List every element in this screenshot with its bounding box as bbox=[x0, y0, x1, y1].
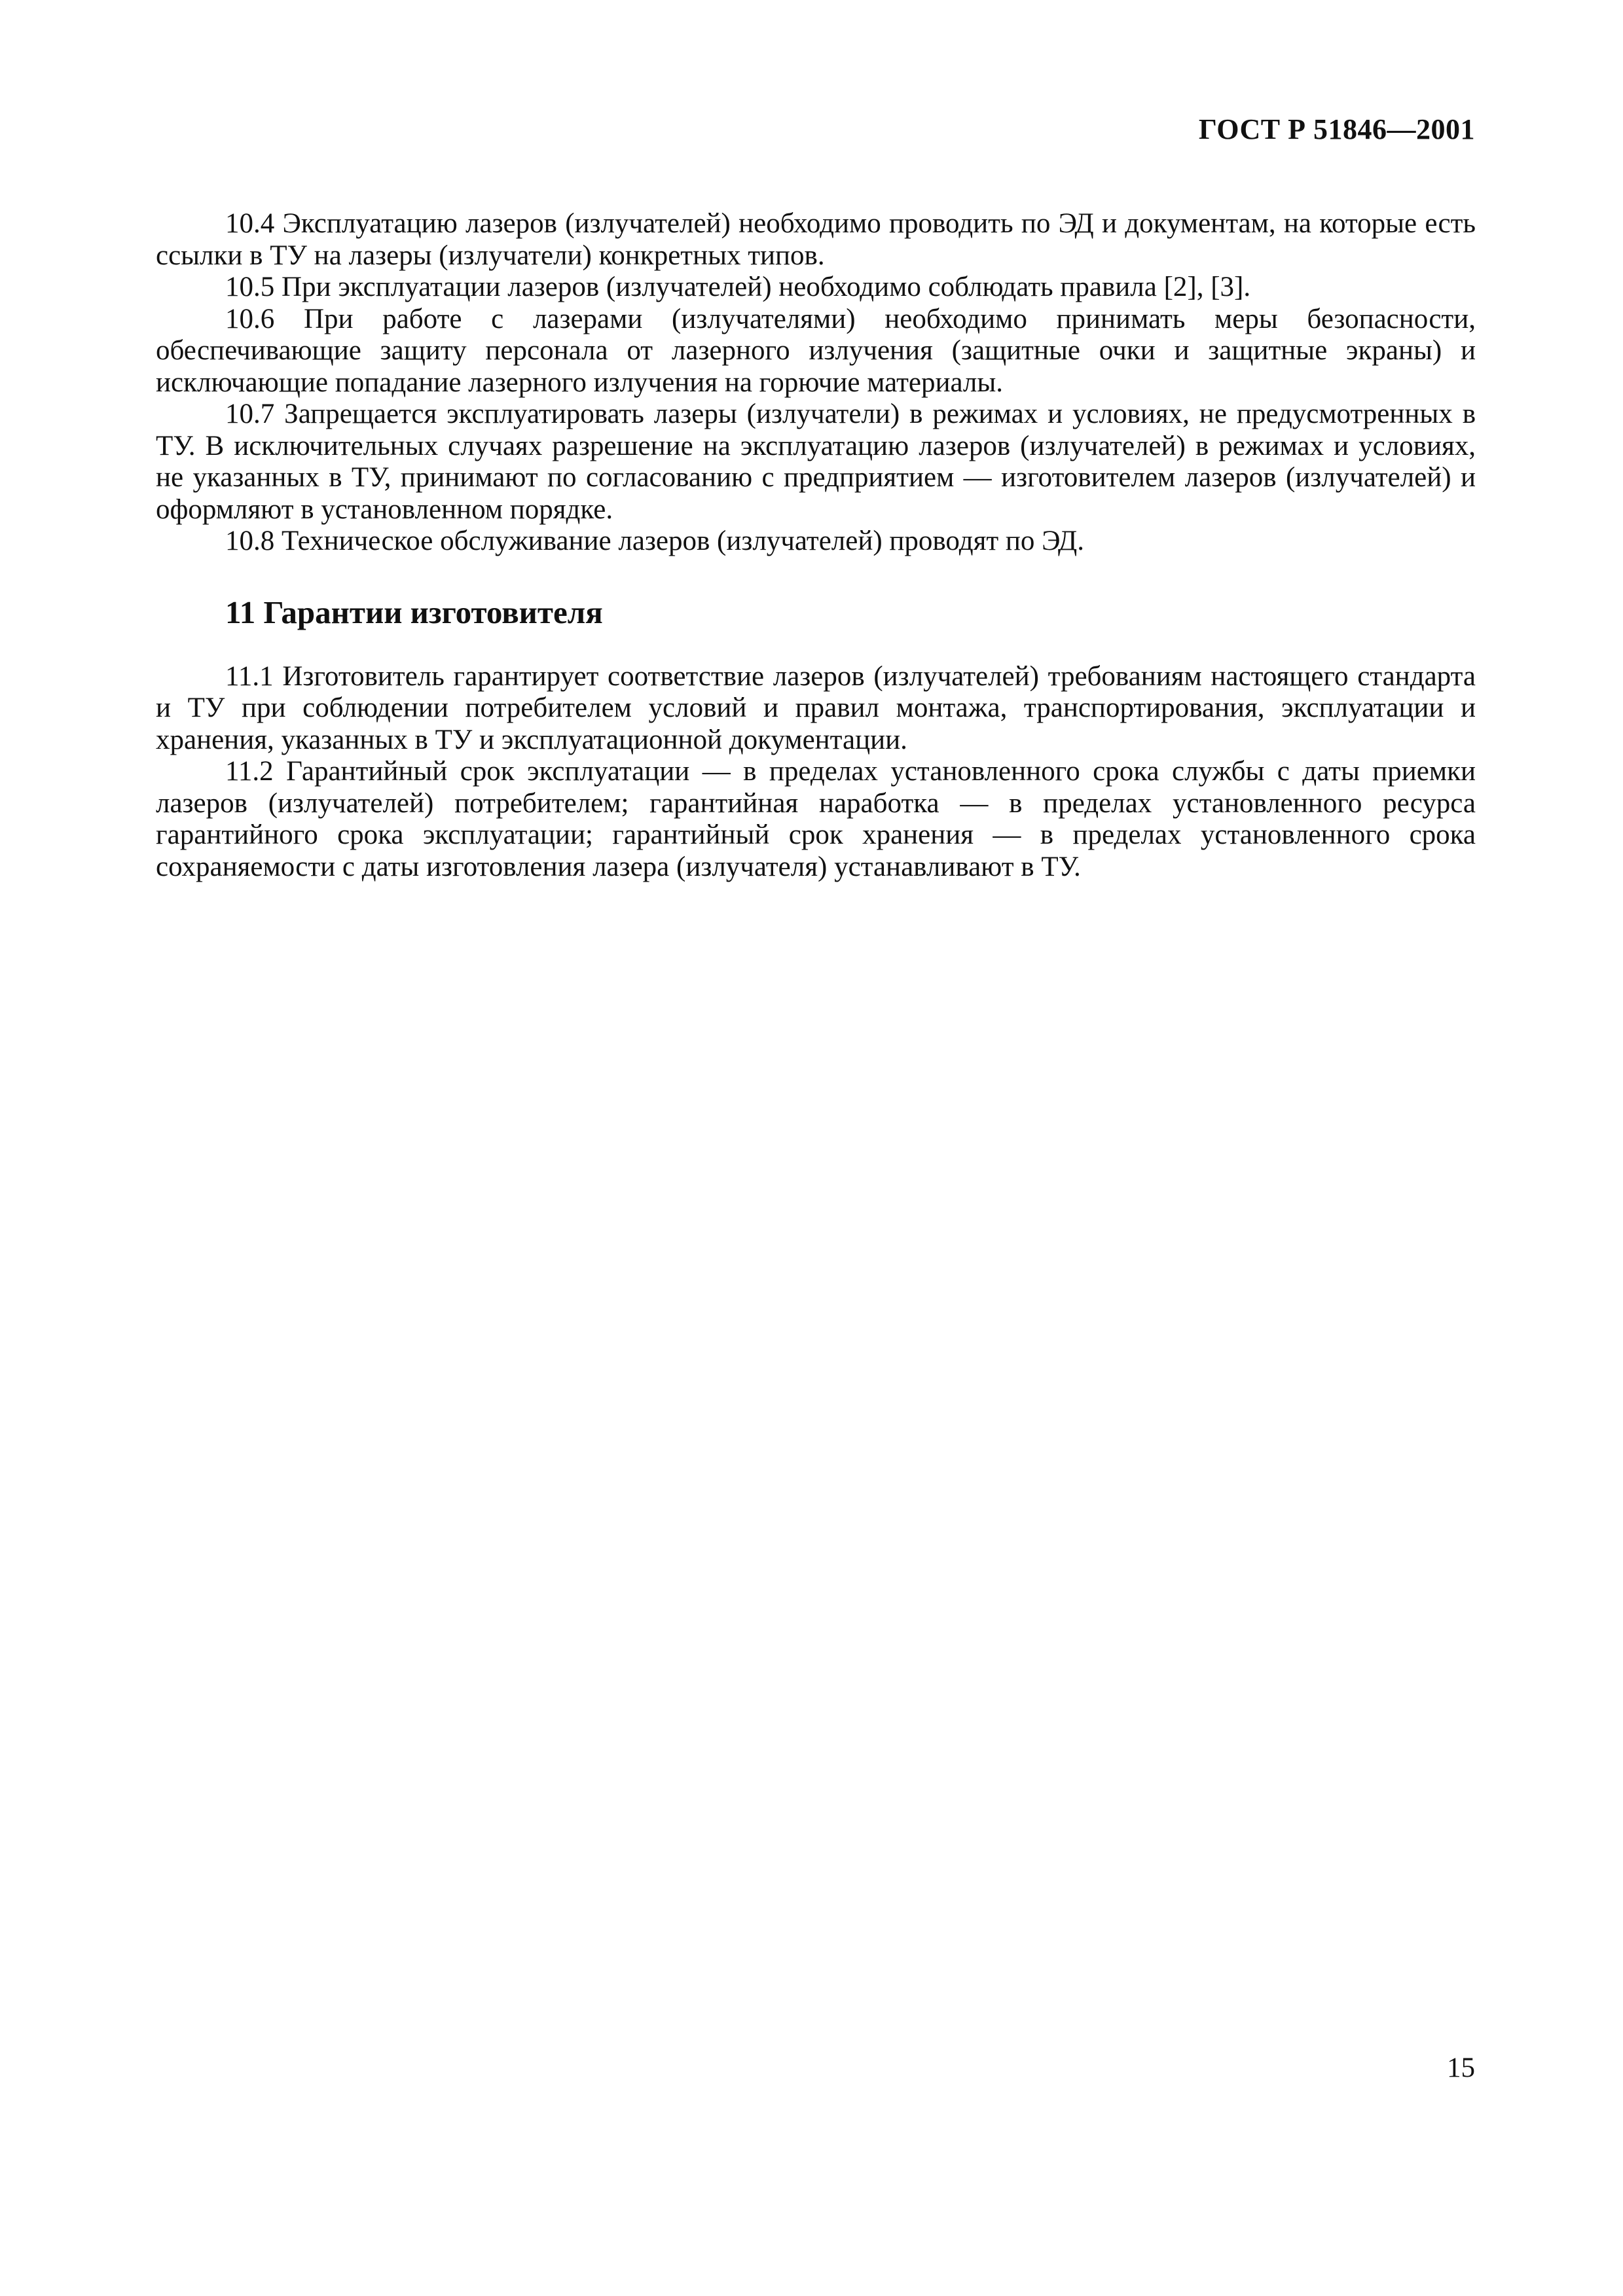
paragraph-10-4: 10.4 Эксплуатацию лазеров (излучателей) необходимо проводить по ЭД и документам, на которые есть ссылки в ТУ на лазеры (излучатели) конкретных типов. bbox=[156, 208, 1476, 271]
page-number: 15 bbox=[1447, 2053, 1475, 2083]
paragraph-10-7: 10.7 Запрещается эксплуатировать лазеры (излучатели) в режимах и условиях, не предусмотренных в ТУ. В исключительных случаях разрешение на эксплуатацию лазеров (излучателей) в режимах и условиях, не указанных в ТУ, принимают по согласованию с предприятием — изготовителем лазеров (излучателей) и оформляют в установленном порядке. bbox=[156, 399, 1476, 525]
section-11-heading: 11 Гарантии изготовителя bbox=[225, 594, 603, 630]
paragraph-11-2: 11.2 Гарантийный срок эксплуатации — в пределах установленного срока службы с даты приемки лазеров (излучателей) потребителем; гарантийная наработка — в пределах установленного ресурса гарантийного срока эксплуатации; гарантийный срок хранения — в пределах установленного срока сохраняемости с даты изготовления лазера (излучателя) устанавливают в ТУ. bbox=[156, 756, 1476, 882]
document-code-header: ГОСТ Р 51846—2001 bbox=[1198, 113, 1475, 145]
paragraph-11-1: 11.1 Изготовитель гарантирует соответствие лазеров (излучателей) требованиям настоящего стандарта и ТУ при соблюдении потребителем условий и правил монтажа, транспортирования, эксплуатации и хранения, указанных в ТУ и эксплуатационной документации. bbox=[156, 660, 1476, 755]
paragraph-10-8: 10.8 Техническое обслуживание лазеров (излучателей) проводят по ЭД. bbox=[225, 526, 1085, 556]
paragraph-10-5: 10.5 При эксплуатации лазеров (излучателей) необходимо соблюдать правила [2], [3]. bbox=[225, 272, 1251, 302]
paragraph-10-6: 10.6 При работе с лазерами (излучателями) необходимо принимать меры безопасности, обеспечивающие защиту персонала от лазерного излучения (защитные очки и защитные экраны) и исключающие попадание лазерного излучения на горючие материалы. bbox=[156, 303, 1476, 398]
page-content bbox=[156, 208, 1476, 883]
